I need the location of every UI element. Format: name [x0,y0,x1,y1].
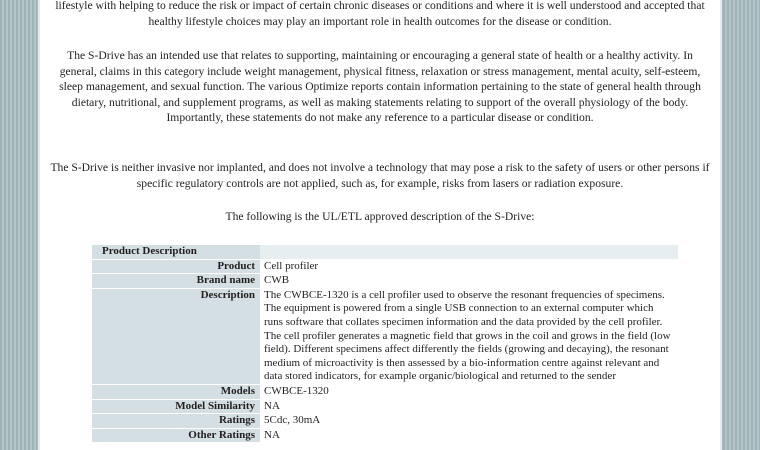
paragraph-ul-etl-intro: The following is the UL/ETL approved description of the S-Drive: [225,210,535,223]
row-value-brand: CWB [260,274,678,289]
document-page [40,0,720,450]
paragraph-lifestyle: lifestyle with helping to reduce the risk or impact of certain chronic diseases or conditions and where it is well understood and accepted that healthy lifestyle choices may play an important role in health outcomes for the disease or condition. [55,0,705,28]
row-label-ratings: Ratings [92,414,260,429]
row-value-description: The CWBCE-1320 is a cell profiler used to observe the resonant frequencies of specimens. The equipment is powered from a single USB connection to an external computer which runs software that collates specimen information and the data provided by the cell profiler. The cell profiler generates a magnetic field that grows in the coil and grows in the field (low field). Different specimens affect differently the fields (growing and decaying), the resonant medium of microactivity is then assessed by a bio-information centre against relevant and data stored indicators, for example organic/biological and returned to the sender [260,288,678,384]
right-border-pattern [723,0,760,450]
table-header-row [92,245,678,260]
table-header-label: Product Description [92,245,260,260]
table-row [92,288,678,384]
row-label-models: Models [92,384,260,399]
product-description-table [92,244,678,442]
left-border-pattern [0,0,37,450]
row-label-model-similarity: Model Similarity [92,399,260,414]
table-row [92,384,678,399]
table-row [92,259,678,274]
row-label-product: Product [92,259,260,274]
row-label-brand: Brand name [92,274,260,289]
row-value-other-ratings: NA [260,428,678,442]
paragraph-non-invasive: The S-Drive is neither invasive nor implanted, and does not involve a technology that may pose a risk to the safety of users or other persons if specific regulatory controls are not applied, such as, for example, risks from lasers or radiation exposure. [50,161,710,190]
row-label-other-ratings: Other Ratings [92,428,260,442]
table-row [92,274,678,289]
row-value-model-similarity: NA [260,399,678,414]
row-label-description: Description [92,288,260,384]
table-header-blank [260,245,678,260]
row-value-ratings: 5Cdc, 30mA [260,414,678,429]
row-value-product: Cell profiler [260,259,678,274]
paragraph-intended-use: The S-Drive has an intended use that relates to supporting, maintaining or encouraging a general state of health or a healthy activity. In general, claims in this category include weight management, physical fitness, relaxation or stress management, mental acuity, self-esteem, sleep management, and sexual function. The various Optimize reports contain information pertaining to the state of general health through dietary, nutritional, and supplement programs, as well as making statements relating to support of the overall physiology of the body. Importantly, these statements do not make any reference to a particular disease or condition. [59,49,701,125]
table-row [92,399,678,414]
table-row [92,414,678,429]
table-row [92,428,678,442]
row-value-models: CWBCE-1320 [260,384,678,399]
